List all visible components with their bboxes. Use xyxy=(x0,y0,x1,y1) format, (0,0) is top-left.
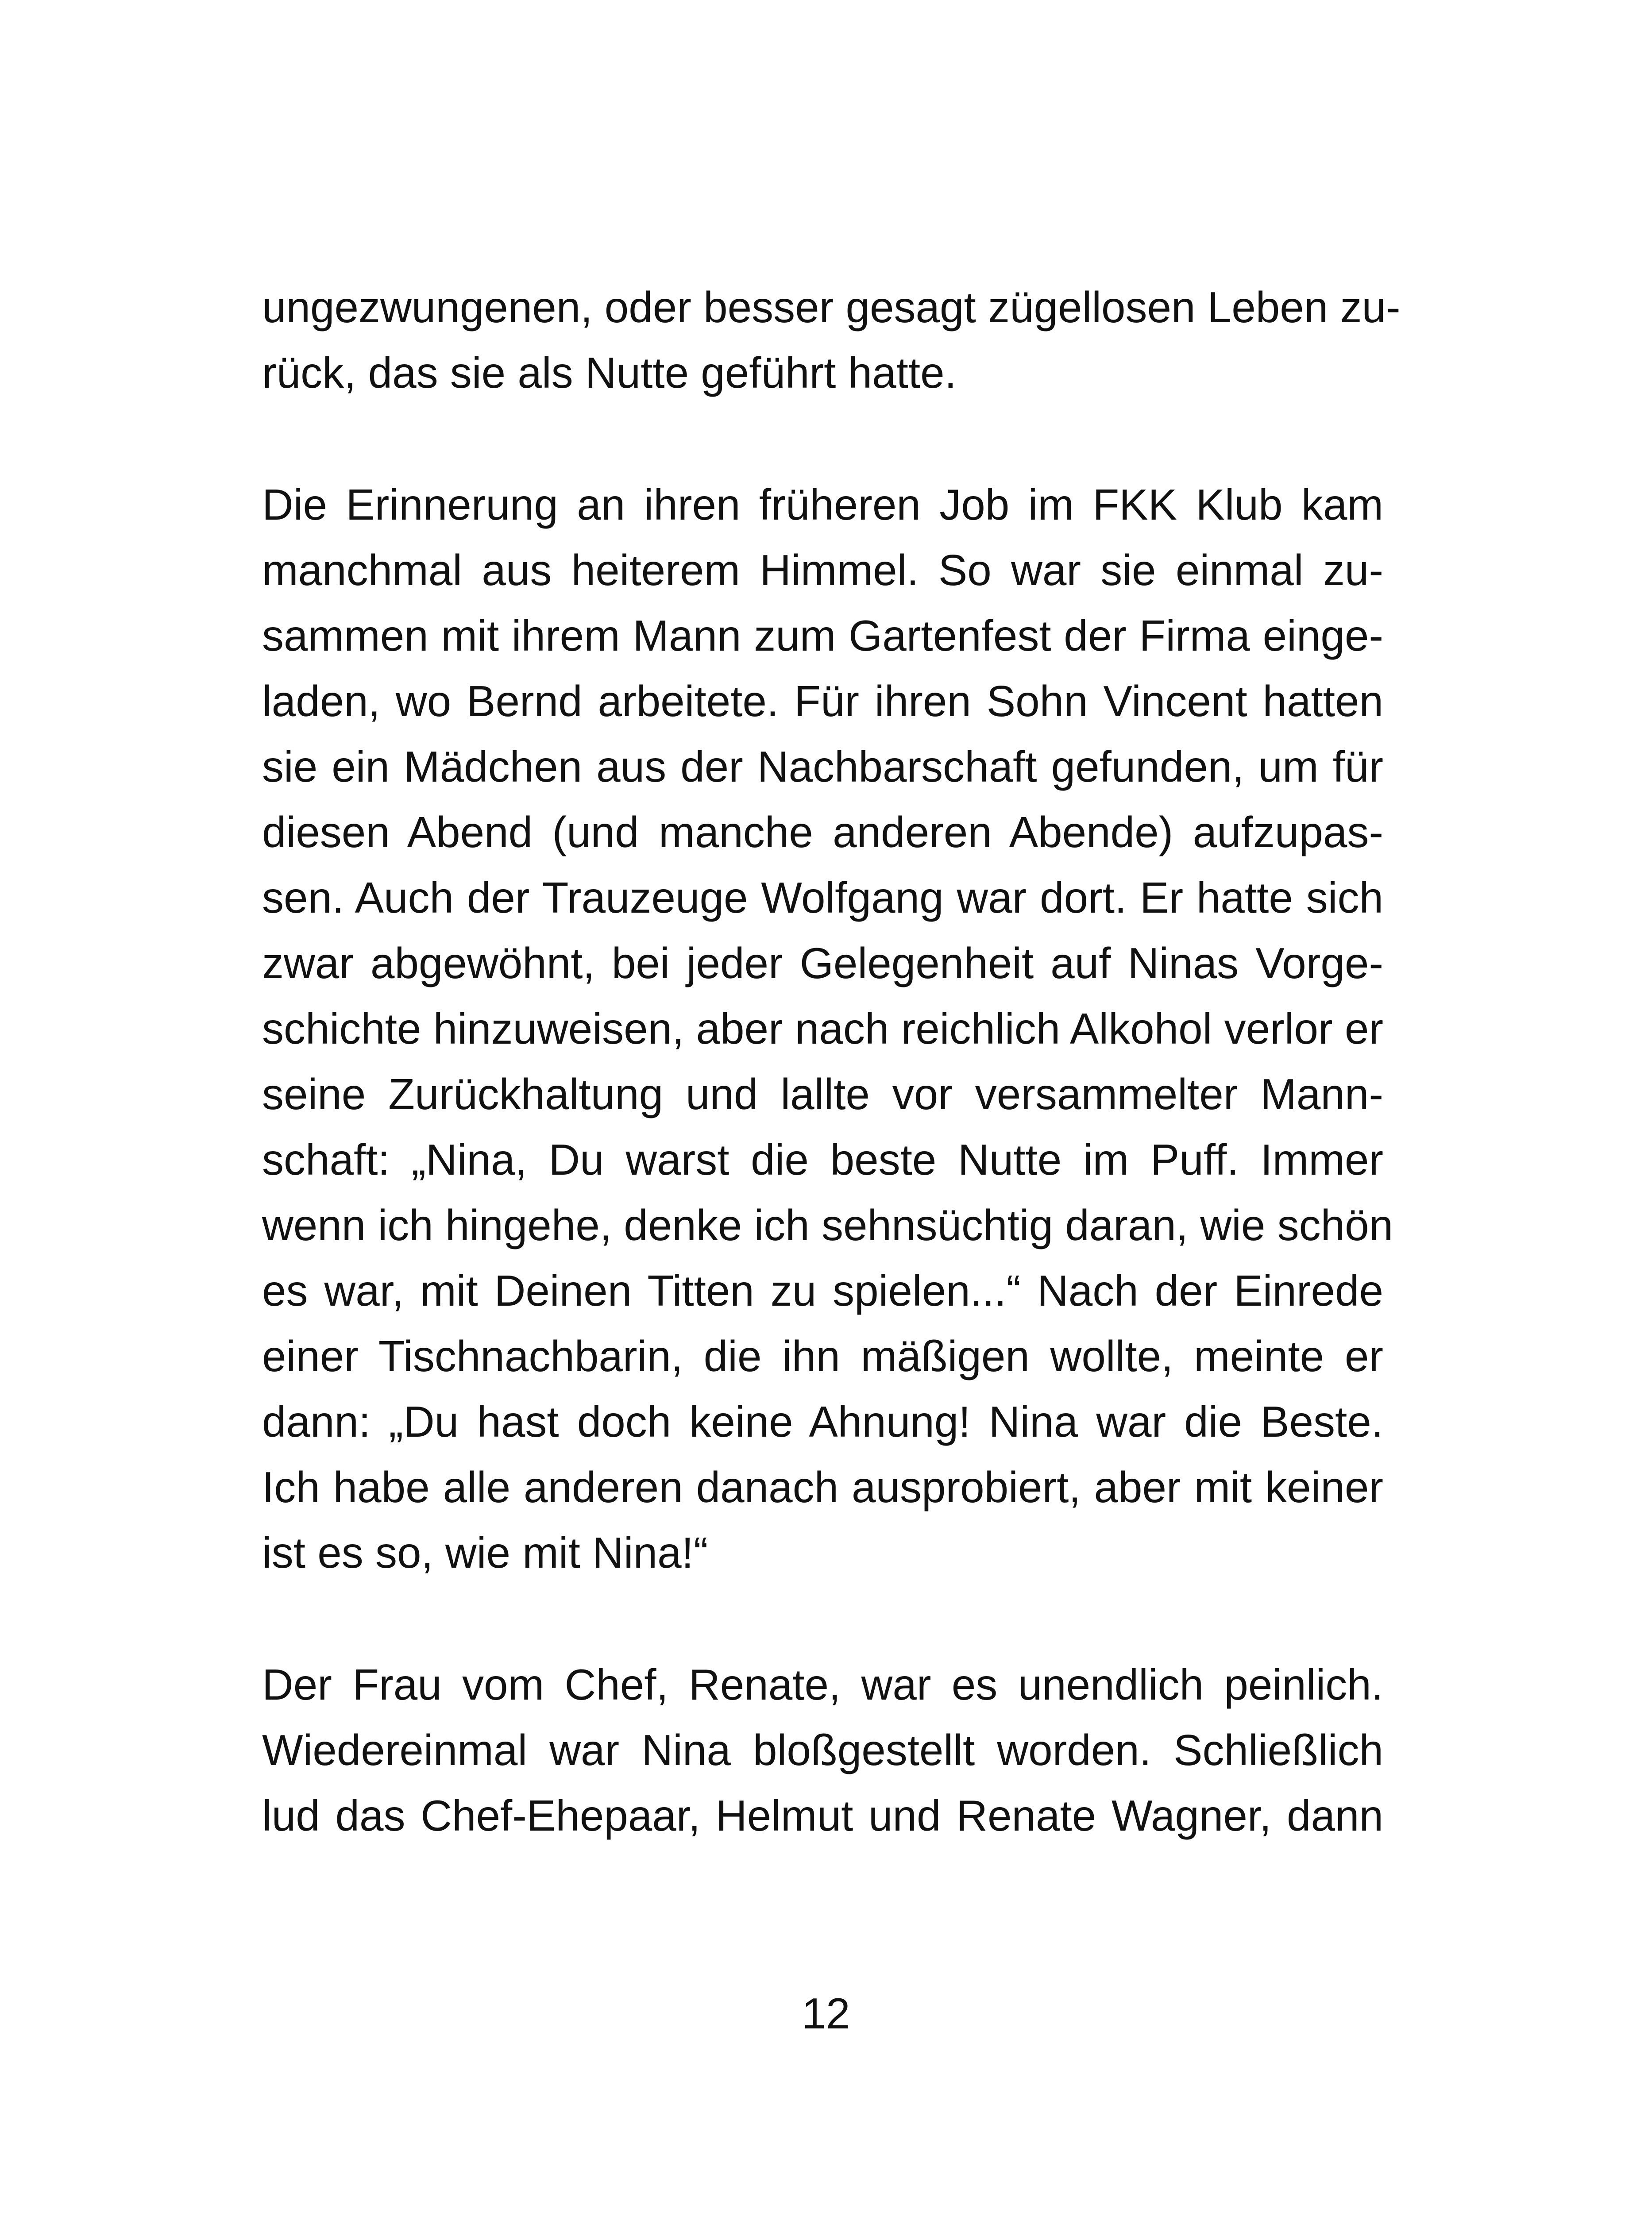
text-line: schaft: „Nina, Du warst die beste Nutte im Puff. Immer xyxy=(262,1135,1383,1184)
text-line: sammen mit ihrem Mann zum Gartenfest der Firma einge- xyxy=(262,611,1383,660)
text-line: dann: „Du hast doch keine Ahnung! Nina war die Beste. xyxy=(262,1397,1383,1446)
text-line: sie ein Mädchen aus der Nachbarschaft gefunden, um für xyxy=(262,742,1383,791)
text-line: laden, wo Bernd arbeitete. Für ihren Sohn Vincent hatten xyxy=(262,677,1383,725)
text-line: zwar abgewöhnt, bei jeder Gelegenheit auf Ninas Vorge- xyxy=(262,939,1383,987)
text-line: diesen Abend (und manche anderen Abende) aufzupas- xyxy=(262,808,1383,856)
text-line: sen. Auch der Trauzeuge Wolfgang war dort. Er hatte sich xyxy=(262,873,1383,922)
paragraph-spacing xyxy=(262,1585,1383,1652)
text-line: rück, das sie als Nutte geführt hatte. xyxy=(262,348,957,397)
paragraph-spacing xyxy=(262,405,1383,472)
text-line: Ich habe alle anderen danach ausprobiert, aber mit keiner xyxy=(262,1463,1383,1511)
body-text xyxy=(262,274,1401,1848)
paragraph-1 xyxy=(262,274,1401,405)
text-line: lud das Chef-Ehepaar, Helmut und Renate Wagner, dann xyxy=(262,1791,1383,1840)
text-line: ungezwungenen, oder besser gesagt zügellosen Leben zu- xyxy=(262,283,1401,332)
text-line: manchmal aus heiterem Himmel. So war sie einmal zu- xyxy=(262,546,1383,594)
paragraph-2 xyxy=(262,472,1393,1585)
text-line: Wiedereinmal war Nina bloßgestellt worden. Schließlich xyxy=(262,1726,1383,1774)
text-line: es war, mit Deinen Titten zu spielen...“ Nach der Einrede xyxy=(262,1266,1383,1315)
text-line: einer Tischnachbarin, die ihn mäßigen wollte, meinte er xyxy=(262,1332,1383,1380)
text-line: schichte hinzuweisen, aber nach reichlich Alkohol verlor er xyxy=(262,1004,1383,1053)
text-line: ist es so, wie mit Nina!“ xyxy=(262,1528,708,1577)
text-line: Die Erinnerung an ihren früheren Job im FKK Klub kam xyxy=(262,480,1383,529)
text-line: Der Frau vom Chef, Renate, war es unendlich peinlich. xyxy=(262,1660,1383,1709)
page-number: 12 xyxy=(802,1989,850,2038)
text-line: seine Zurückhaltung und lallte vor versammelter Mann- xyxy=(262,1070,1383,1118)
paragraph-3 xyxy=(262,1652,1383,1848)
text-line: wenn ich hingehe, denke ich sehnsüchtig daran, wie schön xyxy=(262,1201,1393,1249)
